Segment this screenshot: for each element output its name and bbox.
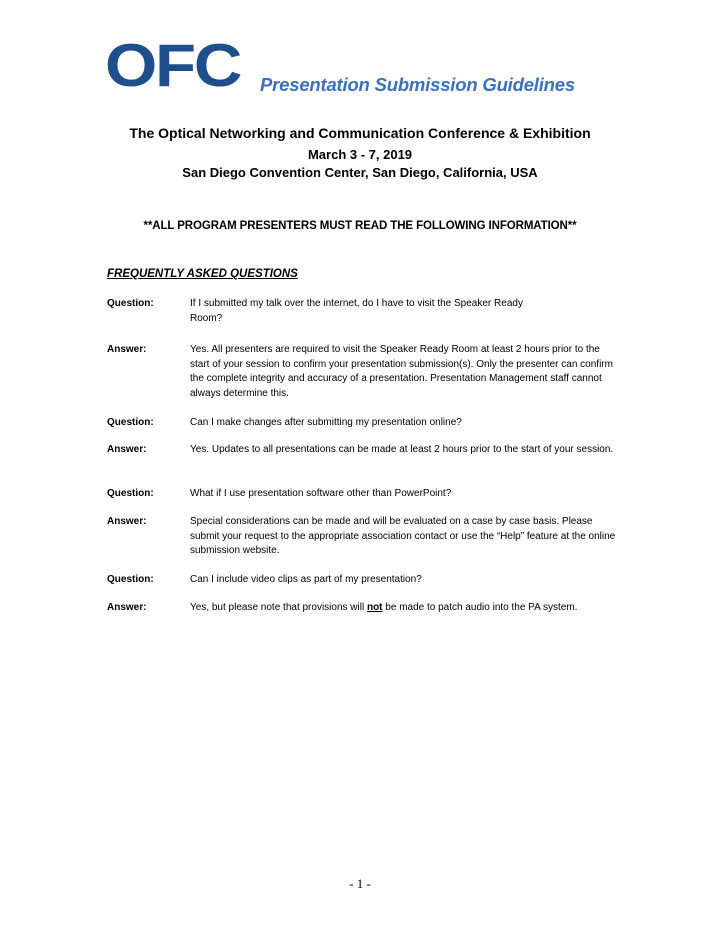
answer-text: Yes. All presenters are required to visit the Speaker Ready Room at least 2 hours prior to the start of your session to confirm your presentation submission(s). Only the presenter can confirm the complete integrity and accuracy of a presentation. Presentation Management staff cannot always determine this.	[190, 344, 613, 399]
document-title: Presentation Submission Guidelines	[260, 74, 575, 95]
conference-name: The Optical Networking and Communication Conference & Exhibition	[129, 125, 591, 141]
answer-label: Answer:	[107, 344, 147, 355]
answer-label: Answer:	[107, 444, 147, 455]
answer-text-part: Yes, but please note that provisions will	[190, 602, 367, 613]
answer-label: Answer:	[107, 602, 147, 613]
ofc-logo: OFC	[105, 32, 241, 99]
answer-text	[190, 601, 620, 616]
question-text: What if I use presentation software other than PowerPoint?	[190, 488, 452, 499]
question-text: Can I include video clips as part of my presentation?	[190, 574, 422, 585]
question-label: Question:	[107, 417, 154, 428]
answer-text: Special considerations can be made and will be evaluated on a case by case basis. Please submit your request to the appropriate association contact or use the “Help” feature at the online submission website.	[190, 516, 616, 556]
answer-text: Yes. Updates to all presentations can be made at least 2 hours prior to the start of your session.	[190, 444, 614, 455]
question-label: Question:	[107, 298, 154, 309]
question-label: Question:	[107, 488, 154, 499]
page-number: - 1 -	[349, 876, 371, 891]
question-label: Question:	[107, 574, 154, 585]
faq-heading: FREQUENTLY ASKED QUESTIONS	[107, 268, 298, 280]
answer-label: Answer:	[107, 516, 147, 527]
answer-text-part: be made to patch audio into the PA system.	[382, 602, 578, 613]
presenter-notice: **ALL PROGRAM PRESENTERS MUST READ THE FOLLOWING INFORMATION**	[143, 220, 577, 232]
conference-venue: San Diego Convention Center, San Diego, California, USA	[182, 165, 538, 180]
question-text: If I submitted my talk over the internet, do I have to visit the Speaker Ready Room?	[190, 298, 523, 324]
emphasis-not: not	[366, 602, 383, 613]
question-text: Can I make changes after submitting my presentation online?	[190, 417, 462, 428]
conference-dates: March 3 - 7, 2019	[307, 147, 413, 162]
